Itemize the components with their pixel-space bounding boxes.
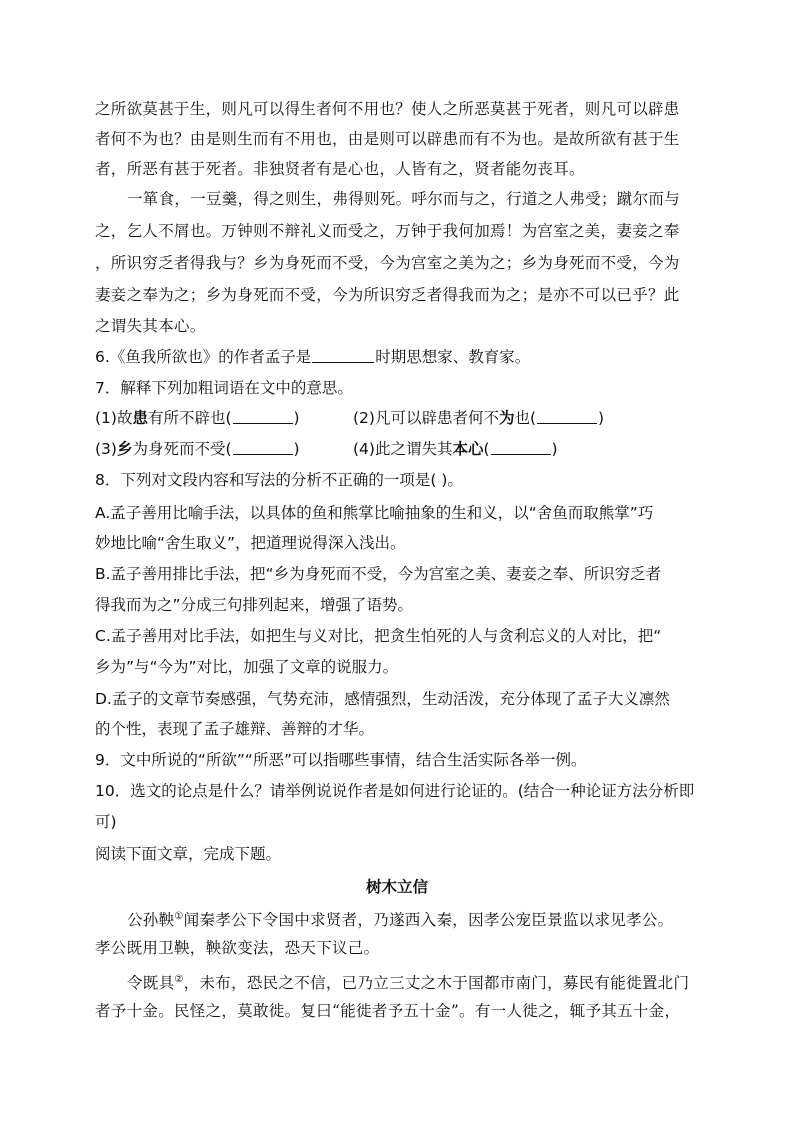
passage1-line: ，所识穷乏者得我与？乡为身死而不受，今为宫室之美为之；乡为身死而不受，今为 (95, 254, 680, 272)
passage1-line: 之所欲莫甚于生，则凡可以得生者何不用也？使人之所恶莫甚于死者，则凡可以辟患 (95, 100, 680, 118)
footnote-marker[interactable]: ② (174, 974, 184, 985)
passage1-line: 之，乞人不屑也。万钟则不辩礼义而受之，万钟于我何加焉！为宫室之美，妻妾之奉 (95, 222, 680, 240)
option-b-line[interactable]: B.孟子善用排比手法，把“乡为身死而不受，今为宫室之美、妻妾之奉、所识穷乏者 (95, 565, 662, 583)
answer-blank[interactable] (233, 409, 293, 424)
q7-item-2: (2)凡可以辟患者何不为也( ) (353, 409, 605, 427)
passage1-line: 者，所恶有甚于死者。非独贤者有是心也，人皆有之，贤者能勿丧耳。 (95, 160, 585, 178)
q7-item-3: (3)乡为身死而不受( ) (95, 440, 300, 458)
passage2-line: 孝公既用卫鞅，鞅欲变法，恐天下议己。 (95, 939, 380, 957)
footnote-marker[interactable]: ① (174, 911, 184, 922)
passage1-line: 妻妾之奉为之；乡为身死而不受，今为所识穷乏者得我而为之；是亦不可以已乎？此 (95, 286, 680, 304)
option-a-line[interactable]: A.孟子善用比喻手法，以具体的鱼和熊掌比喻抽象的生和义，以“舍鱼而取熊掌”巧 (95, 504, 654, 522)
passage1-line: 者何不为也？由是则生而有不用也，由是则可以辟患而有不为也。是故所欲有甚于生 (95, 130, 680, 148)
answer-blank[interactable] (537, 409, 597, 424)
answer-blank[interactable] (233, 440, 293, 455)
reading-instruction: 阅读下面文章，完成下题。 (95, 845, 282, 863)
question-9: 9．文中所说的“所欲”“所恶”可以指哪些事情，结合生活实际各举一例。 (95, 751, 587, 769)
answer-blank[interactable] (312, 348, 374, 363)
passage2-title: 树木立信 (365, 877, 428, 896)
question-10-line: 可) (95, 813, 117, 831)
option-a-line[interactable]: 妙地比喻“舍生取义”，把道理说得深入浅出。 (95, 534, 406, 552)
option-d-line[interactable]: D.孟子的文章节奏感强，气势充沛，感情强烈，生动活泼，充分体现了孟子大义凛然 (95, 690, 670, 708)
option-c-line[interactable]: 乡为”与“今为”对比，加强了文章的说服力。 (95, 658, 399, 676)
question-6-text: 6.《鱼我所欲也》的作者孟子是 (95, 348, 312, 366)
question-10-line: 10．选文的论点是什么？请举例说说作者是如何进行论证的。(结合一种论证方法分析即 (95, 782, 695, 800)
option-b-line[interactable]: 得我而为之”分成三句排列起来，增强了语势。 (95, 596, 414, 614)
passage1-line: 一箪食，一豆羹，得之则生，弗得则死。呼尔而与之，行道之人弗受；蹴尔而与 (127, 190, 681, 208)
option-c-line[interactable]: C.孟子善用对比手法，如把生与义对比，把贪生怕死的人与贪利忘义的人对比，把“ (95, 627, 662, 645)
question-7-stem: 7．解释下列加粗词语在文中的意思。 (95, 379, 353, 397)
question-8-stem: 8．下列对文段内容和写法的分析不正确的一项是( )。 (95, 471, 463, 489)
question-7-row (95, 438, 699, 460)
option-d-line[interactable]: 的个性，表现了孟子雄辩、善辩的才华。 (95, 720, 375, 738)
question-6 (95, 346, 699, 368)
question-7-row (95, 407, 699, 429)
question-6-text-end: 时期思想家、教育家。 (375, 348, 531, 366)
passage1-line: 之谓失其本心。 (95, 317, 206, 335)
q7-item-1: (1)故患有所不辟也( ) (95, 409, 300, 427)
passage2-line: 令既具②，未布，恐民之不信，已乃立三丈之木于国都市南门，募民有能徙置北门 (127, 974, 690, 993)
passage2-line: 者予十金。民怪之，莫敢徙。复曰“能徙者予五十金”。有一人徙之，辄予其五十金， (95, 1002, 681, 1020)
answer-blank[interactable] (491, 440, 551, 455)
passage2-line: 公孙鞅①闻秦孝公下令国中求贤者，乃遂西入秦，因孝公宠臣景监以求见孝公。 (127, 911, 674, 930)
q7-item-4: (4)此之谓失其本心( ) (353, 440, 558, 458)
